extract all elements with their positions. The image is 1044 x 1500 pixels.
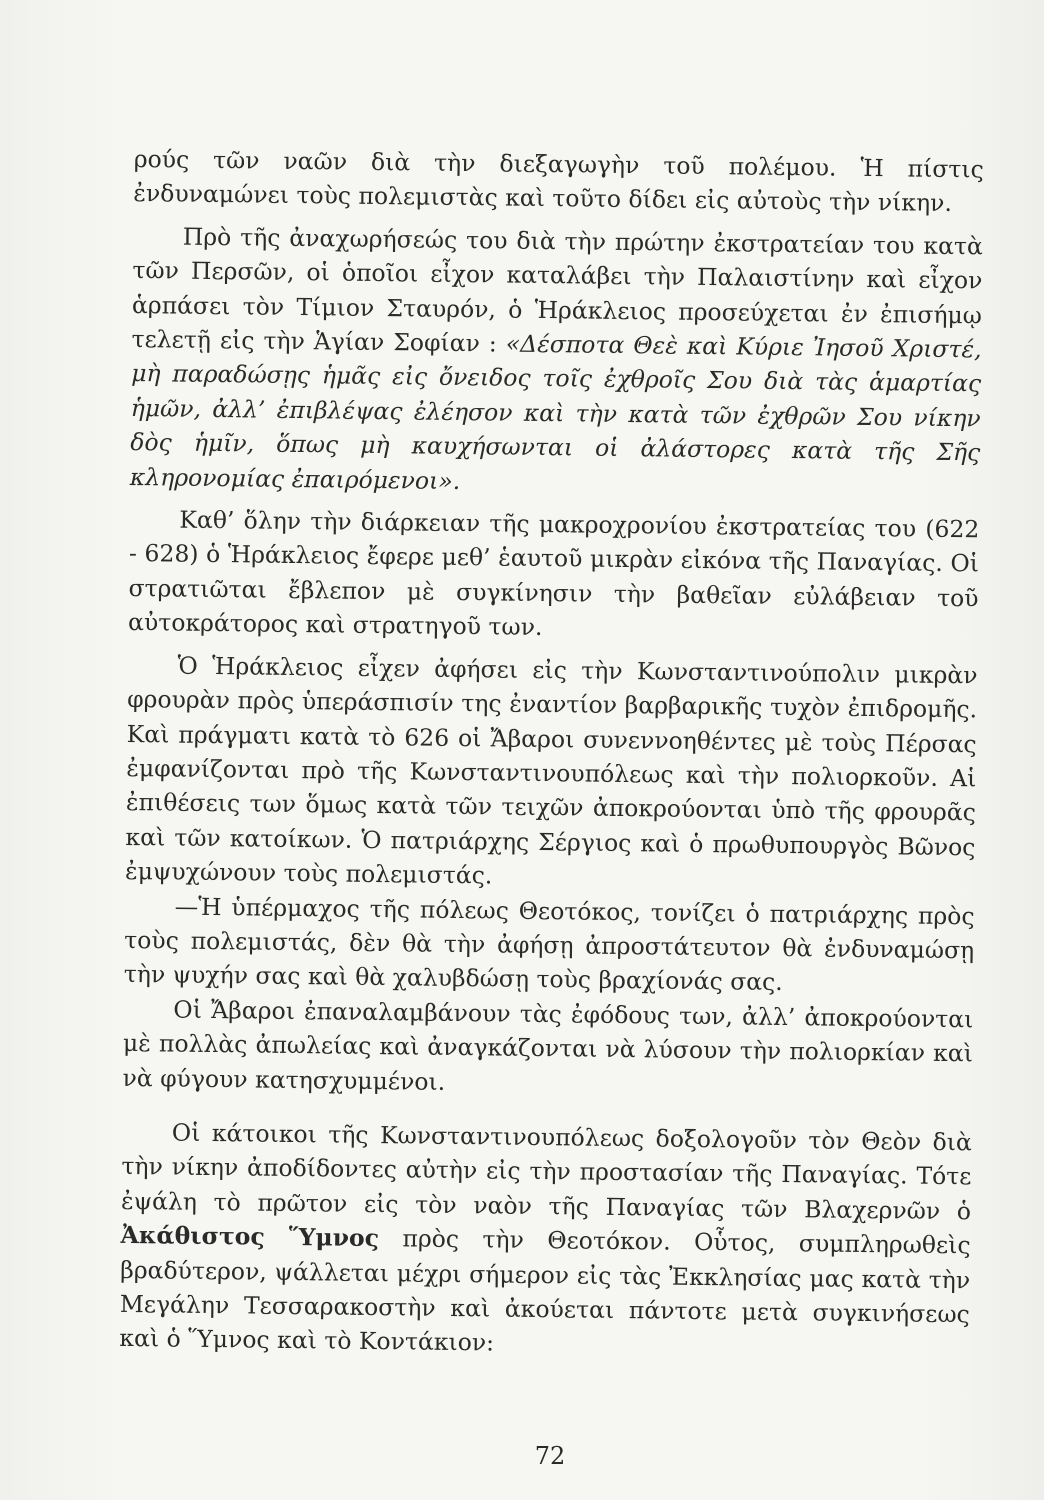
paragraph: [130, 219, 983, 505]
paragraph-text: —Ἡ ὑπέρμαχος τῆς πόλεως Θεοτόκος, τονίζει ὁ πατριάρχης πρὸς τοὺς πολεμιστάς, δὲν θὰ τὴν ἀφήσῃ ἀπροστάτευτον θὰ ἐνδυναμώσῃ τὴν ψυχήν σας καὶ θὰ χαλυβδώσῃ τοὺς βραχίονάς σας.: [123, 892, 975, 997]
paragraph: [119, 1115, 972, 1366]
paragraph-text: ρούς τῶν ναῶν διὰ τὴν διεξαγωγὴν τοῦ πολέμου. Ἡ πίστις ἐνδυναμώνει τοὺς πολεμιστὰς καὶ τοῦτο δίδει εἰς αὐτοὺς τὴν νίκην.: [133, 144, 984, 218]
paragraph-text: Οἱ κάτοικοι τῆς Κωνσταντινουπόλεως δοξολογοῦν τὸν Θεὸν διὰ τὴν νίκην ἀποδίδοντες αὐτὴν εἰς τὴν προστασίαν τῆς Παναγίας. Τότε ἐψάλη τὸ πρῶτον εἰς τὸν ναὸν τῆς Παναγίας τῶν Βλαχερνῶν ὁ: [120, 1118, 973, 1226]
paragraph-text: Οἱ Ἄβαροι ἐπαναλαμβάνουν τὰς ἐφόδους των, ἀλλ’ ἀποκρούονται μὲ πολλὰς ἀπωλείας καὶ ἀναγκάζονται νὰ λύσουν τὴν πολιορκίαν καὶ νὰ φύγουν κατησχυμμένοι.: [122, 995, 974, 1096]
prayer-quote: «Δέσποτα Θεὲ καὶ Κύριε Ἰησοῦ Χριστέ, μὴ παραδώσῃς ἡμᾶς εἰς ὄνειδος τοῖς ἐχθροῖς Σου διὰ τὰς ἁμαρτίας ἡμῶν, ἀλλ’ ἐπιβλέψας ἐλέησον καὶ τὴν κατὰ τῶν ἐχθρῶν Σου νίκην δὸς ἡμῖν, ὅπως μὴ καυχήσωνται οἱ ἀλάστορες κατὰ τῆς Σῆς κληρονομίας ἐπαιρόμενοι».: [129, 329, 982, 495]
paragraph-text: πρὸς τὴν Θεοτόκον. Οὗτος, συμπληρωθεὶς βραδύτερον, ψάλλεται μέχρι σήμερον εἰς τὰς Ἐκκλησίας μας κατὰ τὴν Μεγάλην Τεσσαρακοστὴν καὶ ἀκούεται πάντοτε μετὰ συγκινήσεως καὶ ὁ Ὕμνος καὶ τὸ Κοντάκιον:: [119, 1224, 971, 1357]
paragraph-text: Καθ’ ὅλην τὴν διάρκειαν τῆς μακροχρονίου ἐκστρατείας του (622 - 628) ὁ Ἡράκλειος ἔφερε μεθ’ ἑαυτοῦ μικρὰν εἰκόνα τῆς Παναγίας. Οἱ στρατιῶται ἔβλεπον μὲ συγκίνησιν τὴν βαθεῖαν εὐλάβειαν τοῦ αὐτοκράτορος καὶ στρατηγοῦ των.: [127, 505, 980, 642]
paragraph: [124, 888, 975, 1002]
paragraph-text: Ὁ Ἡράκλειος εἶχεν ἀφήσει εἰς τὴν Κωνσταντινούπολιν μικρὰν φρουρὰν πρὸς ὑπεράσπισίν της ἐναντίον βαρβαρικῆς τυχὸν ἐπιδρομῆς. Καὶ πράγματι κατὰ τὸ 626 οἱ Ἄβαροι συνεννοηθέντες μὲ τοὺς Πέρσας ἐμφανίζονται πρὸ τῆς Κωνσταντινουπόλεως καὶ τὴν πολιορκοῦν. Αἱ ἐπιθέσεις των ὅμως κατὰ τῶν τειχῶν ἀποκρούονται ὑπὸ τῆς φρουρᾶς καὶ τῶν κατοίκων. Ὁ πατριάρχης Σέργιος καὶ ὁ πρωθυπουργὸς Βῶνος ἐμψυχώνουν τοὺς πολεμιστάς.: [124, 651, 978, 890]
paragraph-text: Πρὸ τῆς ἀναχωρήσεώς του διὰ τὴν πρώτην ἐκστρατείαν του κατὰ τῶν Περσῶν, οἱ ὁποῖοι εἶχον καταλάβει τὴν Παλαιστίνην καὶ εἶχον ἁρπάσει τὸν Τίμιον Σταυρόν, ὁ Ἡράκλειος προσεύχεται ἐν ἐπισήμῳ τελετῇ εἰς τὴν Ἁγίαν Σοφίαν :: [131, 222, 983, 358]
paragraph: [128, 502, 980, 650]
paragraph: [133, 142, 984, 221]
paragraph: [125, 648, 978, 899]
page-number: 72: [534, 1442, 566, 1470]
hymn-title: Ἀκάθιστος Ὕμνος: [120, 1221, 380, 1253]
body-text: [119, 142, 984, 1366]
paragraph: [122, 992, 973, 1106]
